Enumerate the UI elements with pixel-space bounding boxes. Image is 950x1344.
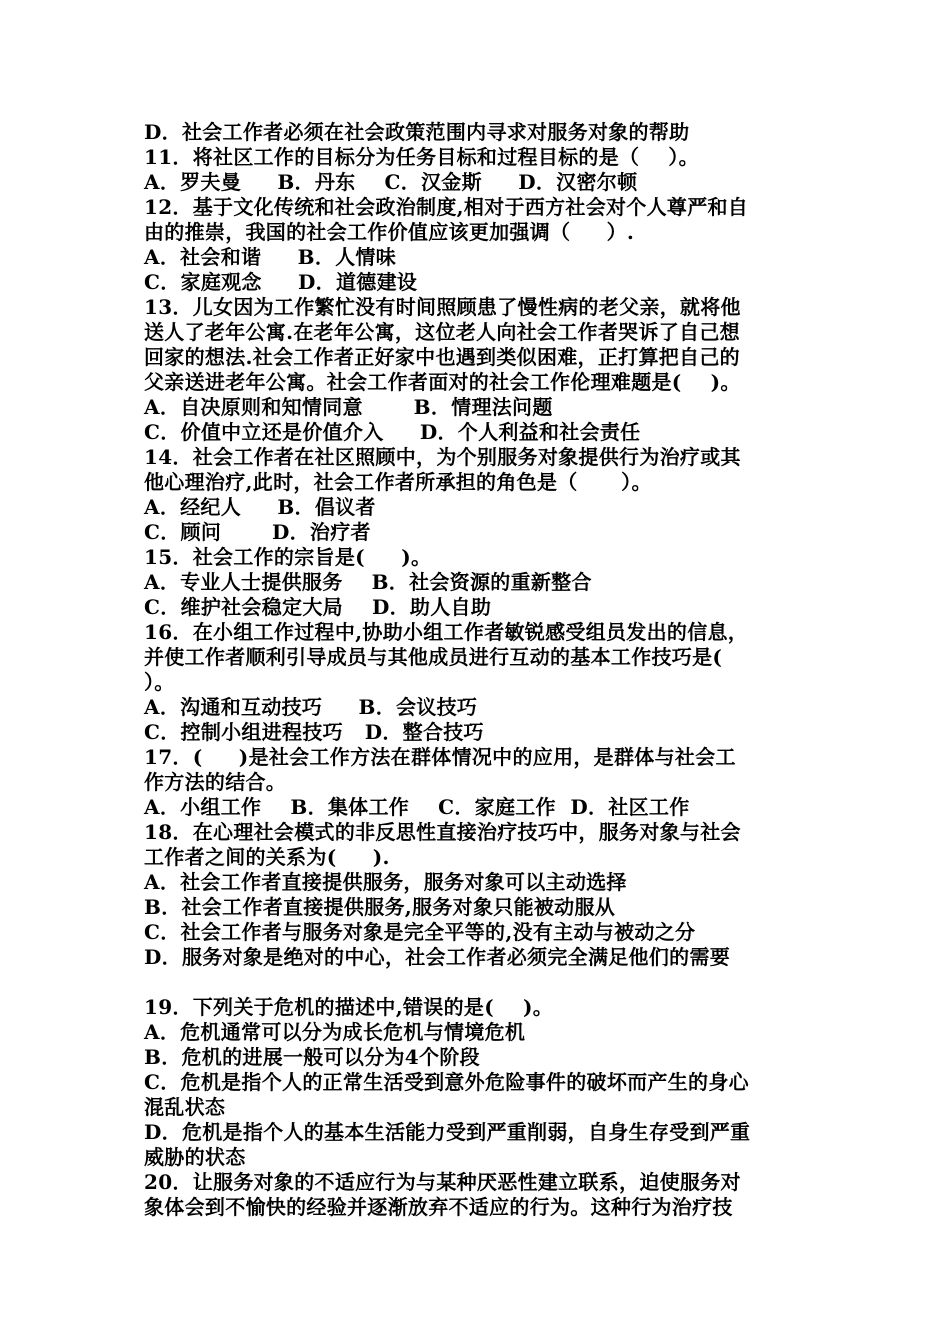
question-12-options-cd: C．家庭观念 D．道德建设 — [144, 270, 418, 294]
question-13-cont-3: 父亲送进老年公寓。社会工作者面对的社会工作伦理难题是( )。 — [144, 370, 741, 394]
question-18: 18．在心理社会模式的非反思性直接治疗技巧中，服务对象与社会 — [144, 820, 741, 844]
question-20: 20．让服务对象的不适应行为与某种厌恶性建立联系，迫使服务对 — [144, 1170, 741, 1194]
question-18-option-c: C．社会工作者与服务对象是完全平等的,没有主动与被动之分 — [144, 920, 696, 944]
question-11: 11．将社区工作的目标分为任务目标和过程目标的是（ ）。 — [144, 145, 699, 169]
question-14: 14．社会工作者在社区照顾中，为个别服务对象提供行为治疗或其 — [144, 445, 741, 469]
question-18-option-b: B．社会工作者直接提供服务,服务对象只能被动服从 — [144, 895, 616, 919]
question-18-option-d: D．服务对象是绝对的中心，社会工作者必须完全满足他们的需要 — [144, 945, 731, 969]
document-page — [144, 120, 824, 1220]
question-13-options-cd: C．价值中立还是价值介入 D．个人利益和社会责任 — [144, 420, 641, 444]
question-14-options-ab: A．经纪人 B．倡议者 — [144, 495, 376, 519]
question-13: 13．儿女因为工作繁忙没有时间照顾患了慢性病的老父亲，就将他 — [144, 295, 741, 319]
question-20-cont: 象体会到不愉快的经验并逐渐放弃不适应的行为。这种行为治疗技 — [144, 1195, 733, 1219]
question-19-option-c-cont: 混乱状态 — [144, 1095, 226, 1119]
question-16: 16．在小组工作过程中,协助小组工作者敏锐感受组员发出的信息， — [144, 620, 749, 644]
question-11-options: A．罗夫曼 B．丹东 C．汉金斯 D．汉密尔顿 — [144, 170, 638, 194]
question-19: 19．下列关于危机的描述中,错误的是( )。 — [144, 995, 554, 1019]
question-16-cont-1: 并使工作者顺利引导成员与其他成员进行互动的基本工作技巧是( — [144, 645, 723, 669]
question-17: 17．( )是社会工作方法在群体情况中的应用，是群体与社会工 — [144, 745, 736, 769]
question-18-cont: 工作者之间的关系为( ). — [144, 845, 390, 869]
text-line: D．社会工作者必须在社会政策范围内寻求对服务对象的帮助 — [144, 120, 690, 144]
question-18-option-a: A．社会工作者直接提供服务，服务对象可以主动选择 — [144, 870, 627, 894]
question-14-cont: 他心理治疗,此时，社会工作者所承担的角色是（ ）。 — [144, 470, 652, 494]
question-16-options-cd: C．控制小组进程技巧 D．整合技巧 — [144, 720, 484, 744]
question-19-option-b: B．危机的进展一般可以分为4个阶段 — [144, 1045, 480, 1069]
question-19-option-d: D．危机是指个人的基本生活能力受到严重削弱，自身生存受到严重 — [144, 1120, 751, 1144]
question-17-cont: 作方法的结合。 — [144, 770, 287, 794]
question-12-cont: 由的推崇，我国的社会工作价值应该更加强调（ ）. — [144, 220, 635, 244]
question-15-options-ab: A．专业人士提供服务 B．社会资源的重新整合 — [144, 570, 592, 594]
question-13-options-ab: A．自决原则和知情同意 B．情理法问题 — [144, 395, 553, 419]
question-14-options-cd: C．顾问 D．治疗者 — [144, 520, 371, 544]
question-16-options-ab: A．沟通和互动技巧 B．会议技巧 — [144, 695, 478, 719]
question-19-option-a: A．危机通常可以分为成长危机与情境危机 — [144, 1020, 526, 1044]
question-12-options-ab: A．社会和谐 B．人情味 — [144, 245, 397, 269]
question-15: 15．社会工作的宗旨是( )。 — [144, 545, 432, 569]
question-19-option-d-cont: 威胁的状态 — [144, 1145, 246, 1169]
blank-line — [144, 970, 824, 995]
question-12: 12．基于文化传统和社会政治制度,相对于西方社会对个人尊严和自 — [144, 195, 749, 219]
question-15-options-cd: C．维护社会稳定大局 D．助人自助 — [144, 595, 492, 619]
question-13-cont-1: 送人了老年公寓.在老年公寓，这位老人向社会工作者哭诉了自己想 — [144, 320, 740, 344]
question-16-cont-2: ）。 — [144, 670, 175, 694]
question-17-options: A．小组工作 B．集体工作 C．家庭工作 D．社区工作 — [144, 795, 690, 819]
question-19-option-c: C．危机是指个人的正常生活受到意外危险事件的破坏而产生的身心 — [144, 1070, 749, 1094]
question-13-cont-2: 回家的想法.社会工作者正好家中也遇到类似困难，正打算把自己的 — [144, 345, 740, 369]
